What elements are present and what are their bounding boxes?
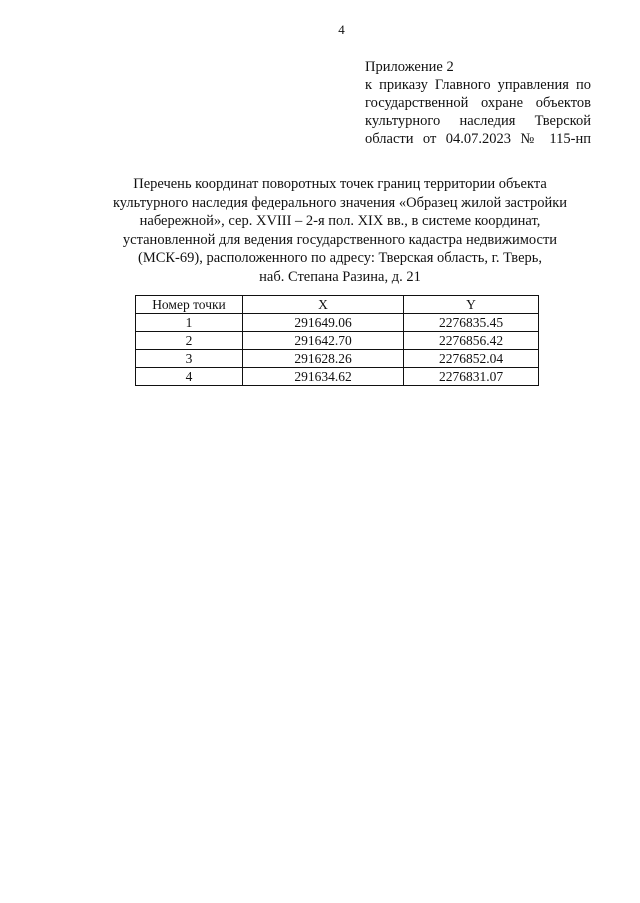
table-header-row bbox=[136, 296, 539, 314]
table-row bbox=[136, 332, 539, 350]
cell-x: 291642.70 bbox=[243, 332, 404, 350]
table-row bbox=[136, 368, 539, 386]
header-point-number: Номер точки bbox=[136, 296, 243, 314]
appendix-line: культурного наследия Тверской bbox=[365, 113, 591, 129]
title-line: набережной», сер. XVIII – 2-я пол. XIX вв., в системе координат, bbox=[139, 213, 541, 230]
cell-y: 2276831.07 bbox=[404, 368, 539, 386]
appendix-line: Приложение 2 bbox=[365, 59, 454, 75]
cell-y: 2276852.04 bbox=[404, 350, 539, 368]
document-title bbox=[60, 175, 620, 287]
cell-x: 291628.26 bbox=[243, 350, 404, 368]
title-line: культурного наследия федерального значения «Образец жилой застройки bbox=[112, 194, 568, 211]
appendix-line: к приказу Главного управления по bbox=[365, 77, 591, 93]
page-number: 4 bbox=[338, 22, 345, 37]
cell-y: 2276856.42 bbox=[404, 332, 539, 350]
title-line: (МСК-69), расположенного по адресу: Тверская область, г. Тверь, bbox=[137, 250, 542, 267]
cell-point-number: 2 bbox=[136, 332, 243, 350]
appendix-line: области от 04.07.2023 № 115-нп bbox=[365, 131, 591, 147]
table-row bbox=[136, 314, 539, 332]
table-row bbox=[136, 350, 539, 368]
cell-x: 291649.06 bbox=[243, 314, 404, 332]
cell-x: 291634.62 bbox=[243, 368, 404, 386]
coordinates-table bbox=[135, 295, 539, 386]
title-line: наб. Степана Разина, д. 21 bbox=[259, 268, 421, 285]
header-x: X bbox=[243, 296, 404, 314]
cell-point-number: 1 bbox=[136, 314, 243, 332]
cell-point-number: 4 bbox=[136, 368, 243, 386]
cell-y: 2276835.45 bbox=[404, 314, 539, 332]
title-line: установленной для ведения государственного кадастра недвижимости bbox=[122, 231, 558, 248]
title-line: Перечень координат поворотных точек границ территории объекта bbox=[133, 176, 547, 192]
appendix-line: государственной охране объектов bbox=[365, 95, 591, 111]
header-y: Y bbox=[404, 296, 539, 314]
appendix-block bbox=[365, 58, 591, 148]
cell-point-number: 3 bbox=[136, 350, 243, 368]
